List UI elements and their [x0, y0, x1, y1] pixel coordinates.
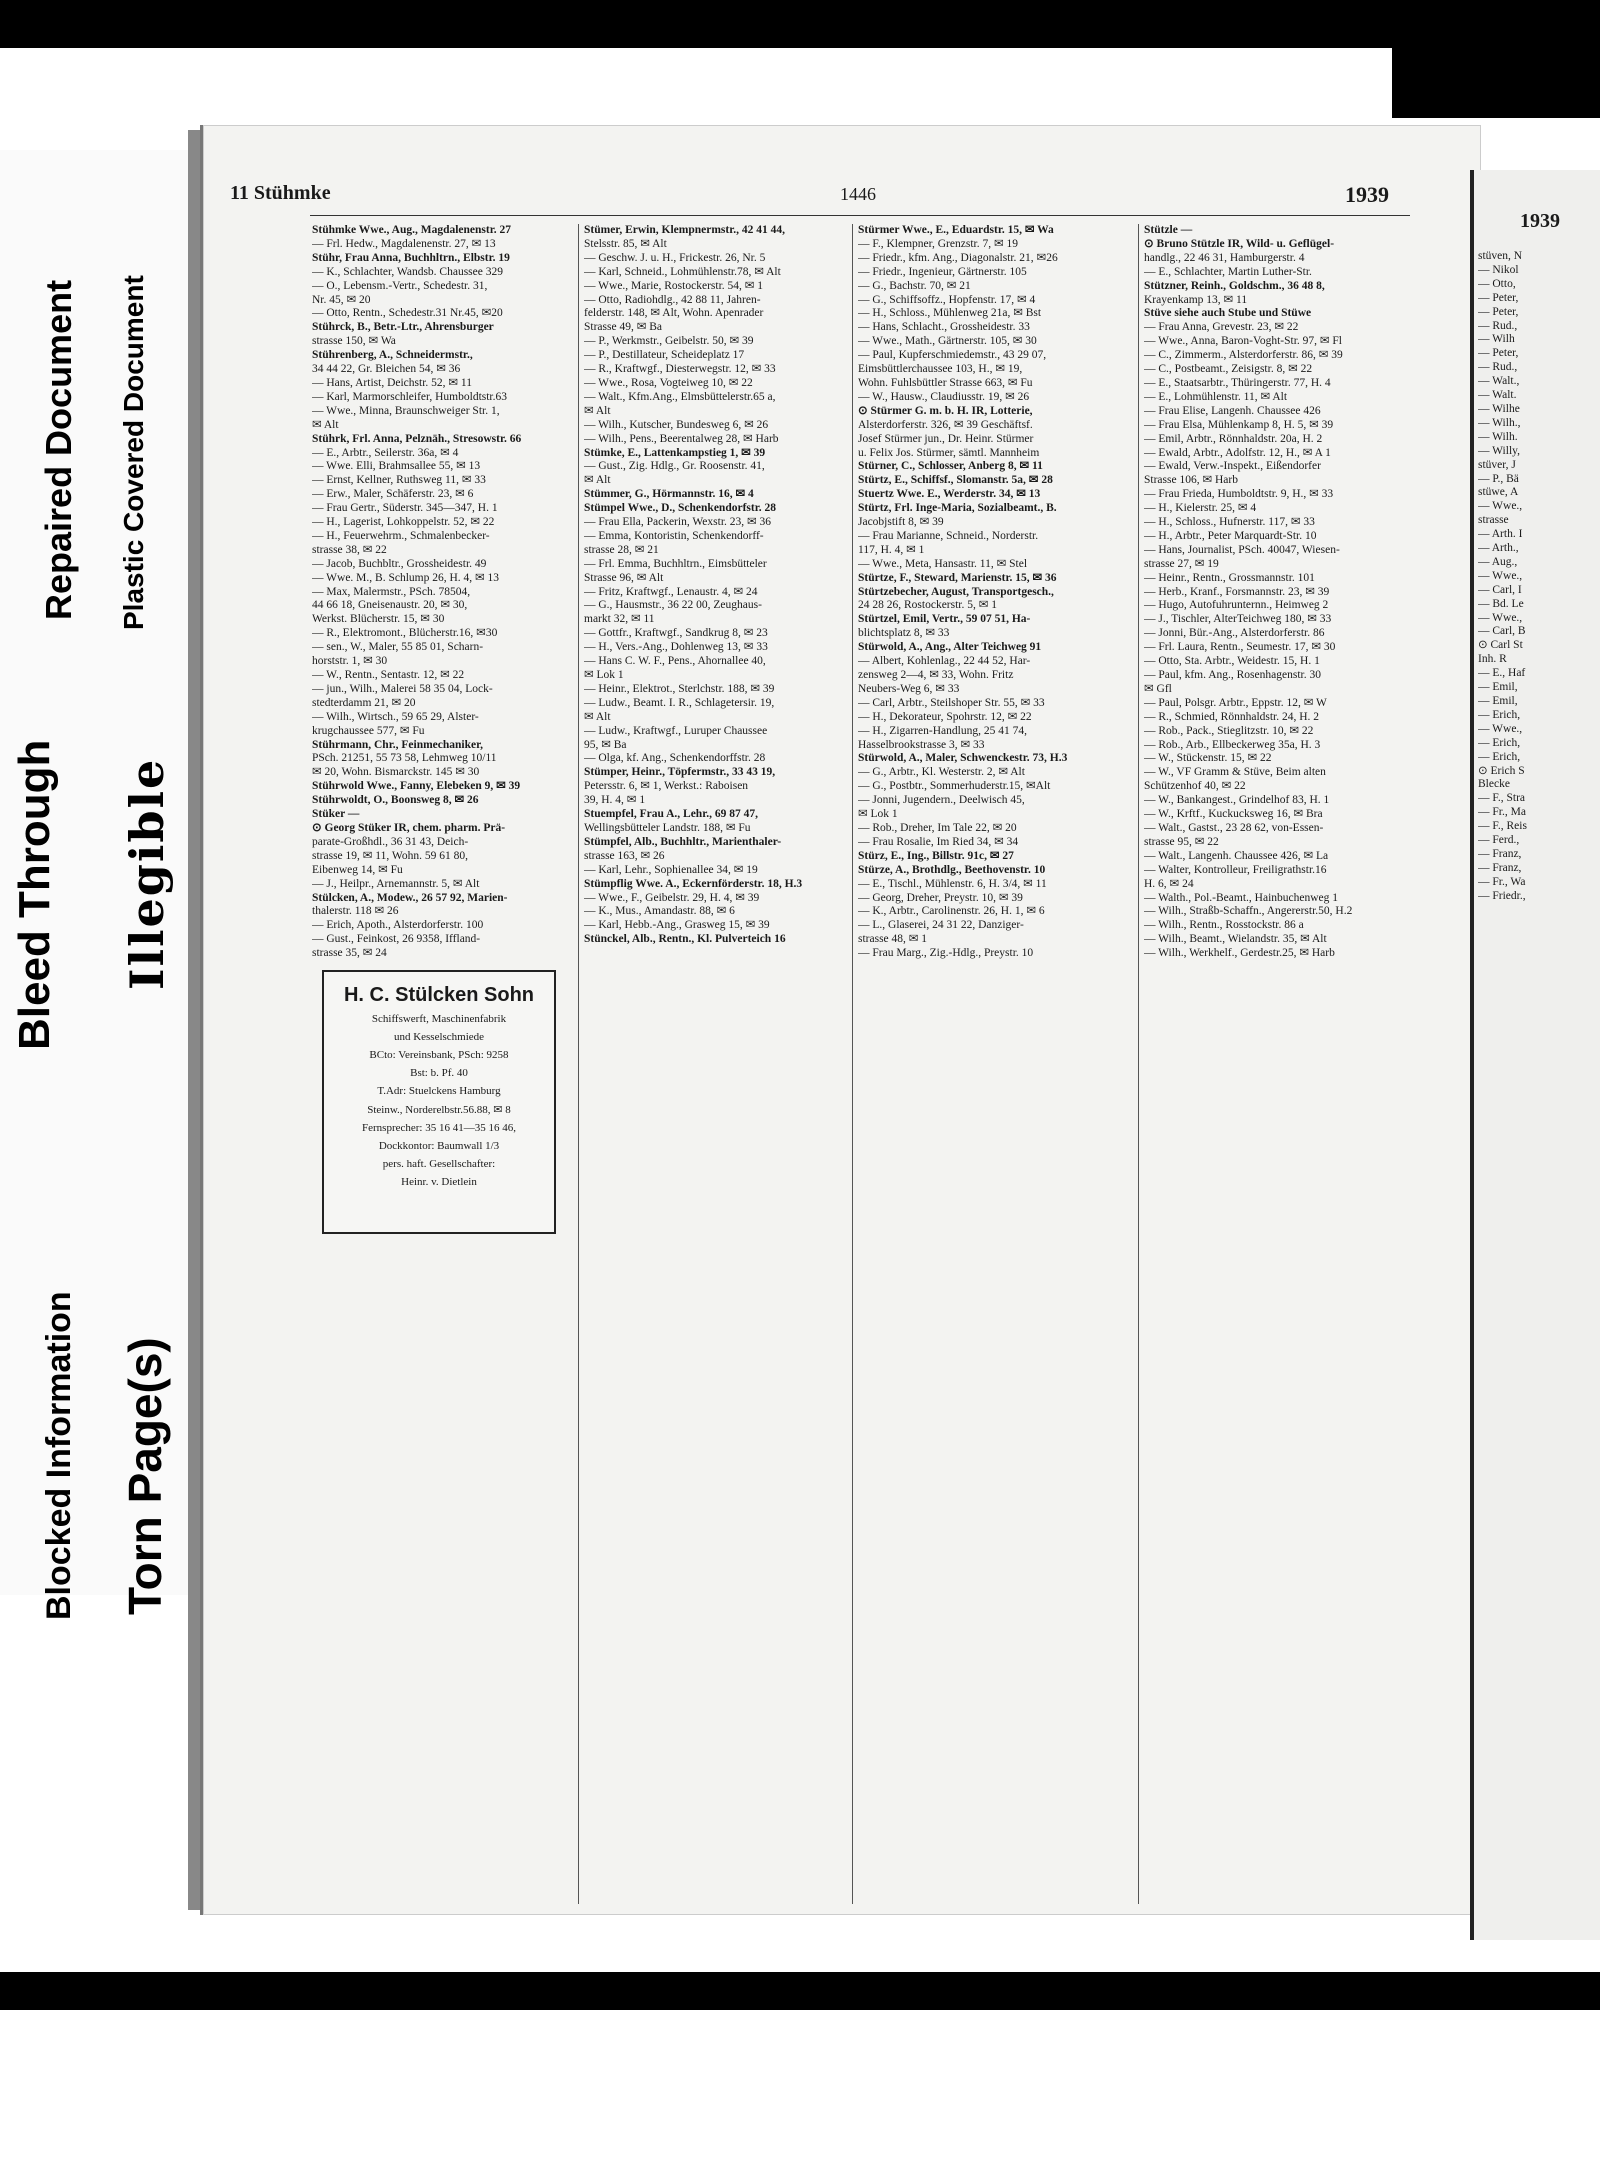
directory-entry-line: Stürmer Wwe., E., Eduardstr. 15, ✉ Wa	[858, 224, 1054, 236]
directory-entry-line: 34 44 22, Gr. Bleichen 54, ✉ 36	[312, 363, 461, 376]
directory-entry-line: felderstr. 148, ✉ Alt, Wohn. Apenrader	[584, 307, 764, 320]
directory-entry-line: — H., Schloss., Mühlenweg 21a, ✉ Bst	[858, 307, 1042, 320]
directory-entry-line: — E., Schlachter, Martin Luther-Str.	[1144, 265, 1312, 278]
directory-entry-line: u. Felix Jos. Stürmer, sämtl. Mannheim	[858, 446, 1040, 459]
adjacent-entry-line: — Walt.	[1478, 389, 1517, 402]
directory-entry-line: Neubers-Weg 6, ✉ 33	[858, 682, 960, 695]
directory-entry-line: — Walter, Kontrolleur, Freiligrathstr.16	[1144, 863, 1327, 876]
directory-entry-line: ✉ 20, Wohn. Bismarckstr. 145 ✉ 30	[312, 766, 480, 779]
directory-entry-line: Stürz, E., Ing., Billstr. 91c, ✉ 27	[858, 849, 1014, 862]
directory-entry-line: — Frl. Hedw., Magdalenenstr. 27, ✉ 13	[312, 237, 496, 250]
directory-entry-line: Stümpfel, Alb., Buchhltr., Marienthaler-	[584, 835, 782, 848]
directory-entry-line: parate-Großhdl., 36 31 43, Deich-	[312, 835, 469, 848]
directory-entry-line: — Frau Marianne, Schneid., Norderstr.	[858, 529, 1039, 542]
directory-entry-line: PSch. 21251, 55 73 58, Lehmweg 10/11	[312, 752, 497, 765]
directory-entry-line: — Otto, Sta. Arbtr., Weidestr. 15, H. 1	[1144, 655, 1320, 668]
directory-entry-line: Josef Stürmer jun., Dr. Heinr. Stürmer	[858, 432, 1034, 445]
directory-entry-line: — Walt., Kfm.Ang., Elmsbüttelerstr.65 a,	[584, 390, 776, 403]
directory-entry-line: — Fritz, Kraftwgf., Lenaustr. 4, ✉ 24	[584, 585, 758, 598]
directory-entry-line: Stühr, Frau Anna, Buchhltrn., Elbstr. 19	[312, 251, 510, 264]
directory-entry-line: — Wwe., F., Geibelstr. 29, H. 4, ✉ 39	[584, 891, 760, 904]
directory-entry-line: Stuertz Wwe. E., Werderstr. 34, ✉ 13	[858, 488, 1041, 501]
top-right-scan-block	[1392, 48, 1600, 118]
adjacent-entry-line: — Friedr.,	[1478, 889, 1526, 902]
directory-entry-line: ✉ Alt	[584, 474, 611, 487]
directory-entry-line: — R., Elektromont., Blücherstr.16, ✉30	[312, 627, 498, 640]
directory-entry-line: Stürtzel, Emil, Vertr., 59 07 51, Ha-	[858, 613, 1031, 626]
directory-entry-line: — H., Dekorateur, Spohrstr. 12, ✉ 22	[858, 710, 1032, 723]
directory-entry-line: Stürwold, A., Ang., Alter Teichweg 91	[858, 641, 1042, 654]
directory-entry-line: Stürtzebecher, August, Transportgesch.,	[858, 585, 1054, 598]
adjacent-entry-line: — Fr., Wa	[1478, 875, 1526, 888]
directory-entry-line: Stüve siehe auch Stube und Stüwe	[1144, 307, 1312, 320]
directory-entry-line: — J., Heilpr., Arnemannstr. 5, ✉ Alt	[312, 877, 480, 890]
directory-entry-line: — Wwe., Rosa, Vogteiweg 10, ✉ 22	[584, 376, 753, 389]
directory-entry-line: — Wwe., Marie, Rostockerstr. 54, ✉ 1	[584, 279, 764, 292]
directory-entry-line: — sen., W., Maler, 55 85 01, Scharn-	[312, 641, 484, 654]
adjacent-entry-line: — Wilh.	[1478, 430, 1518, 443]
directory-entry-line: — Max, Malermstr., PSch. 78504,	[312, 585, 471, 598]
directory-entry-line: — Hans, Artist, Deichstr. 52, ✉ 11	[312, 376, 472, 389]
directory-entry-line: markt 32, ✉ 11	[584, 613, 655, 626]
directory-entry-line: — G., Postbtr., Sommerhuderstr.15, ✉Alt	[858, 780, 1051, 793]
adjacent-entry-line: Blecke	[1478, 778, 1510, 791]
ad-title: H. C. Stülcken Sohn	[343, 984, 535, 1006]
directory-entry-line: — Emil, Arbtr., Rönnhaldstr. 20a, H. 2	[1144, 432, 1323, 445]
directory-entry-line: — Friedr., kfm. Ang., Diagonalstr. 21, ✉26	[858, 251, 1058, 264]
directory-entry-line: — Gust., Zig. Hdlg., Gr. Roosenstr. 41,	[584, 460, 765, 473]
adjacent-entry-line: — Wilhe	[1478, 402, 1520, 415]
adjacent-entry-line: — Rud.,	[1478, 319, 1518, 332]
directory-entry-line: ✉ Lok 1	[858, 808, 898, 821]
directory-entry-line: — Wwe., Anna, Baron-Voght-Str. 97, ✉ Fl	[1144, 335, 1342, 348]
directory-entry-line: — Wwe. M., B. Schlump 26, H. 4, ✉ 13	[312, 571, 500, 584]
directory-entry-line: — H., Schloss., Hufnerstr. 117, ✉ 33	[1144, 516, 1315, 529]
ad-line: Bst: b. Pf. 40	[410, 1067, 468, 1079]
ad-line: pers. haft. Gesellschafter:	[382, 1158, 496, 1170]
directory-entry-line: Stüker —	[312, 808, 360, 821]
directory-entry-line: — Wilh., Wirtsch., 59 65 29, Alster-	[312, 710, 479, 723]
directory-entry-line: — C., Zimmerm., Alsterdorferstr. 86, ✉ 39	[1144, 349, 1343, 362]
adjacent-entry-line: — Peter,	[1478, 347, 1519, 360]
adjacent-entry-line: — Carl, B	[1478, 625, 1526, 638]
directory-entry-line: — G., Arbtr., Kl. Westerstr. 2, ✉ Alt	[858, 766, 1025, 779]
label-illegible: Illegible	[120, 757, 174, 990]
adjacent-entry-line: — Willy,	[1478, 444, 1521, 457]
directory-entry-line: — Olga, kf. Ang., Schenkendorffstr. 28	[584, 752, 766, 765]
page-header	[230, 182, 1400, 212]
directory-entry-line: — E., Staatsarbtr., Thüringerstr. 77, H. 4	[1144, 376, 1331, 389]
directory-entry-line: ⊙ Bruno Stützle IR, Wild- u. Geflügel-	[1144, 237, 1335, 250]
directory-entry-line: Stürwold, A., Maler, Schwenckestr. 73, H.3	[858, 752, 1068, 765]
directory-entry-line: — Frau Anna, Grevestr. 23, ✉ 22	[1144, 321, 1299, 334]
directory-entry-line: — Wilh., Rentn., Rosstockstr. 86 a	[1144, 919, 1304, 932]
directory-entry-line: Stümpel Wwe., D., Schenkendorfstr. 28	[584, 502, 777, 515]
header-rule	[310, 215, 1410, 216]
directory-entry-line: strasse 38, ✉ 22	[312, 543, 387, 556]
directory-entry-line: — Georg, Dreher, Preystr. 10, ✉ 39	[858, 891, 1023, 904]
directory-entry-line: — E., Lohmühlenstr. 11, ✉ Alt	[1144, 390, 1288, 403]
directory-entry-line: ✉ Alt	[584, 404, 611, 417]
directory-entry-line: krugchaussee 577, ✉ Fu	[312, 724, 425, 737]
directory-entry-line: — K., Arbtr., Carolinenstr. 26, H. 1, ✉ 6	[858, 905, 1045, 918]
adjacent-entry-line: stüwe, A	[1478, 486, 1519, 499]
adjacent-entry-line: ⊙ Erich S	[1478, 764, 1525, 777]
directory-entry-line: strasse 95, ✉ 22	[1144, 835, 1219, 848]
label-torn-pages: Torn Page(s)	[119, 1337, 171, 1615]
directory-entry-line: 44 66 18, Gneisenaustr. 20, ✉ 30,	[312, 599, 468, 612]
directory-entry-line: — Frau Frieda, Humboldtstr. 9, H., ✉ 33	[1144, 488, 1334, 501]
directory-entry-line: Stümpflig Wwe. A., Eckernförderstr. 18, H.3	[584, 877, 803, 890]
directory-entry-line: ✉ Lok 1	[584, 669, 624, 681]
directory-entry-line: — L., Glaserei, 24 31 22, Danziger-	[858, 919, 1024, 932]
directory-entry-line: — Jonni, Bür.-Ang., Alsterdorferstr. 86	[1144, 627, 1325, 640]
directory-column-3	[858, 224, 1136, 1904]
adjacent-entry-line: — Aug.,	[1478, 555, 1518, 568]
adjacent-entry-line: — Otto,	[1478, 277, 1516, 290]
directory-entry-line: — Hans, Schlacht., Grossheidestr. 33	[858, 321, 1030, 334]
directory-entry-line: — Otto, Radiohdlg., 42 88 11, Jahren-	[584, 293, 761, 306]
adjacent-entry-line: ⊙ Carl St	[1478, 639, 1523, 652]
directory-entry-line: — G., Hausmstr., 36 22 00, Zeughaus-	[584, 599, 762, 612]
adjacent-entry-line: — F., Stra	[1478, 792, 1525, 805]
directory-entry-line: — W., Krftf., Kuckucksweg 16, ✉ Bra	[1144, 808, 1323, 821]
running-head: 11 Stühmke	[230, 182, 331, 204]
directory-entry-line: 117, H. 4, ✉ 1	[858, 543, 925, 556]
top-scan-border	[0, 0, 1600, 48]
directory-entry-line: — O., Lebensm.-Vertr., Schedestr. 31,	[312, 279, 488, 292]
directory-entry-line: Stürze, A., Brothdlg., Beethovenstr. 10	[858, 863, 1046, 876]
directory-entry-line: — Paul, Kupferschmiedemstr., 43 29 07,	[858, 349, 1047, 362]
directory-entry-line: — H., Arbtr., Peter Marquardt-Str. 10	[1144, 529, 1317, 542]
directory-entry-line: — W., Hausw., Claudiusstr. 19, ✉ 26	[858, 390, 1030, 403]
directory-entry-line: — jun., Wilh., Malerei 58 35 04, Lock-	[312, 682, 493, 695]
directory-entry-line: strasse 28, ✉ 21	[584, 543, 659, 556]
directory-entry-line: — Frau Rosalie, Im Ried 34, ✉ 34	[858, 835, 1019, 848]
directory-entry-line: — Friedr., Ingenieur, Gärtnerstr. 105	[858, 265, 1027, 278]
directory-entry-line: — Frau Ella, Packerin, Wexstr. 23, ✉ 36	[584, 516, 772, 529]
directory-entry-line: Stührk, Frl. Anna, Pelznäh., Stresowstr. 66	[312, 432, 522, 445]
adjacent-entry-line: — F., Reis	[1478, 820, 1527, 833]
directory-entry-line: — H., Feuerwehrm., Schmalenbecker-	[312, 529, 490, 542]
directory-entry-line: Stützner, Reinh., Goldschm., 36 48 8,	[1144, 279, 1325, 292]
ad-line: Schiffswerft, Maschinenfabrik	[371, 1013, 507, 1025]
adjacent-entry-line: — P., Bä	[1478, 472, 1519, 485]
ad-line: T.Adr: Stuelckens Hamburg	[377, 1085, 501, 1097]
adjacent-entry-line: — Wwe.,	[1478, 722, 1523, 735]
directory-entry-line: strasse 27, ✉ 19	[1144, 557, 1219, 570]
directory-entry-line: — Frau Elsa, Mühlenkamp 8, H. 5, ✉ 39	[1144, 418, 1334, 431]
ad-line: BCto: Vereinsbank, PSch: 9258	[369, 1049, 509, 1061]
directory-entry-line: Stührwoldt, O., Boonsweg 8, ✉ 26	[312, 794, 479, 807]
directory-entry-line: Stümmer, G., Hörmannstr. 16, ✉ 4	[584, 488, 754, 501]
directory-entry-line: stedterdamm 21, ✉ 20	[312, 696, 416, 709]
label-plastic-covered-document: Plastic Covered Document	[118, 275, 149, 630]
directory-entry-line: Stünckel, Alb., Rentn., Kl. Pulverteich 16	[584, 933, 786, 946]
directory-entry-line: — Wwe., Math., Gärtnerstr. 105, ✉ 30	[858, 335, 1037, 348]
directory-entry-line: strasse 150, ✉ Wa	[312, 335, 396, 348]
directory-entry-line: — Paul, Polsgr. Arbtr., Eppstr. 12, ✉ W	[1144, 696, 1327, 709]
advertisement-box	[322, 970, 556, 1234]
directory-entry-line: Stühmke Wwe., Aug., Magdalenenstr. 27	[312, 224, 512, 236]
directory-entry-line: ⊙ Georg Stüker IR, chem. pharm. Prä-	[312, 821, 506, 834]
directory-entry-line: — Karl, Schneid., Lohmühlenstr.78, ✉ Alt	[584, 265, 781, 278]
directory-entry-line: — Gottfr., Kraftwgf., Sandkrug 8, ✉ 23	[584, 627, 768, 640]
directory-entry-line: ✉ Alt	[584, 710, 611, 723]
directory-entry-line: — Erw., Maler, Schäferstr. 23, ✉ 6	[312, 488, 474, 501]
directory-entry-line: — C., Postbeamt., Zeisigstr. 8, ✉ 22	[1144, 363, 1313, 376]
adjacent-entry-line: stüven, N	[1478, 250, 1523, 262]
directory-entry-line: — Hans C. W. F., Pens., Ahornallee 40,	[584, 655, 766, 668]
bottom-scan-border	[0, 1972, 1600, 2010]
directory-entry-line: — Geschw. J. u. H., Frickestr. 26, Nr. 5	[584, 251, 766, 264]
ad-line: Steinw., Norderelbstr.56.88, ✉ 8	[367, 1104, 511, 1116]
directory-entry-line: — Wilh., Pens., Beerentalweg 28, ✉ Harb	[584, 432, 779, 445]
directory-entry-line: — R., Schmied, Rönnhaldstr. 24, H. 2	[1144, 710, 1320, 723]
directory-entry-line: Hasselbrookstrasse 3, ✉ 33	[858, 738, 985, 751]
directory-entry-line: — P., Werkmstr., Geibelstr. 50, ✉ 39	[584, 335, 754, 348]
column-divider	[852, 224, 853, 1904]
directory-entry-line: — J., Tischler, AlterTeichweg 180, ✉ 33	[1144, 613, 1332, 626]
directory-entry-line: — Herb., Kranf., Forsmannstr. 23, ✉ 39	[1144, 585, 1330, 598]
adjacent-entry-line: — Erich,	[1478, 736, 1521, 749]
directory-entry-line: Stümke, E., Lattenkampstieg 1, ✉ 39	[584, 446, 766, 459]
adjacent-entry-line: — Ferd.,	[1478, 834, 1520, 847]
directory-entry-line: strasse 19, ✉ 11, Wohn. 59 61 80,	[312, 849, 468, 862]
directory-entry-line: Stürtze, F., Steward, Marienstr. 15, ✉ 36	[858, 571, 1057, 584]
next-page-year: 1939	[1520, 210, 1560, 232]
adjacent-entry-line: stüver, J	[1478, 458, 1516, 471]
adjacent-entry-line: Inh. R	[1478, 653, 1507, 666]
directory-entry-line: — Hans, Journalist, PSch. 40047, Wiesen-	[1144, 543, 1340, 556]
directory-entry-line: Stützle —	[1144, 224, 1193, 236]
directory-entry-line: — Wilh., Kutscher, Bundesweg 6, ✉ 26	[584, 418, 769, 431]
directory-entry-line: Wellingsbütteler Landstr. 188, ✉ Fu	[584, 821, 751, 834]
directory-entry-line: — Wwe. Elli, Brahmsallee 55, ✉ 13	[312, 460, 481, 473]
directory-entry-line: horststr. 1, ✉ 30	[312, 655, 388, 668]
directory-entry-line: 39, H. 4, ✉ 1	[584, 794, 646, 807]
directory-entry-line: — W., Bankangest., Grindelhof 83, H. 1	[1144, 794, 1330, 807]
directory-entry-line: ⊙ Stürmer G. m. b. H. IR, Lotterie,	[858, 404, 1033, 417]
label-bleed-through: Bleed Through	[10, 739, 59, 1050]
directory-entry-line: — Rob., Dreher, Im Tale 22, ✉ 20	[858, 821, 1017, 834]
directory-entry-line: — Karl, Marmorschleifer, Humboldtstr.63	[312, 390, 508, 403]
directory-entry-line: — Heinr., Rentn., Grossmannstr. 101	[1144, 571, 1315, 584]
directory-entry-line: — Wwe., Meta, Hansastr. 11, ✉ Stel	[858, 557, 1028, 570]
directory-column-4	[1144, 224, 1422, 1904]
directory-entry-line: — Frau Marg., Zig.-Hdlg., Preystr. 10	[858, 947, 1034, 960]
directory-entry-line: — Ewald, Verw.-Inspekt., Eißendorfer	[1144, 460, 1321, 473]
adjacent-entry-line: — Walt.,	[1478, 375, 1520, 388]
directory-entry-line: — Wilh., Straßb-Schaffn., Angererstr.50, H.2	[1144, 905, 1353, 918]
directory-entry-line: Stührwold Wwe., Fanny, Elebeken 9, ✉ 39	[312, 780, 521, 793]
directory-entry-line: — Erich, Apoth., Alsterdorferstr. 100	[312, 919, 484, 932]
directory-entry-line: 95, ✉ Ba	[584, 738, 627, 751]
directory-entry-line: handlg., 22 46 31, Hamburgerstr. 4	[1144, 251, 1305, 264]
adjacent-entry-line: — Wilh.,	[1478, 416, 1521, 429]
directory-entry-line: Stührmann, Chr., Feinmechaniker,	[312, 738, 484, 751]
directory-entry-line: strasse 48, ✉ 1	[858, 933, 928, 946]
directory-entry-line: Stülcken, A., Modew., 26 57 92, Marien-	[312, 891, 508, 904]
directory-entry-line: — H., Vers.-Ang., Dohlenweg 13, ✉ 33	[584, 641, 768, 654]
directory-entry-line: — K., Mus., Amandastr. 88, ✉ 6	[584, 905, 735, 918]
ad-line: und Kesselschmiede	[393, 1031, 485, 1043]
directory-entry-line: Strasse 106, ✉ Harb	[1144, 474, 1238, 487]
directory-entry-line: — Heinr., Elektrot., Sterlchstr. 188, ✉ 39	[584, 682, 775, 695]
directory-entry-line: Strasse 49, ✉ Ba	[584, 321, 662, 334]
directory-entry-line: — G., Schiffsoffz., Hopfenstr. 17, ✉ 4	[858, 293, 1036, 306]
directory-entry-line: — F., Klempner, Grenzstr. 7, ✉ 19	[858, 237, 1018, 250]
directory-entry-line: — Jonni, Jugendern., Deelwisch 45,	[858, 794, 1025, 807]
directory-entry-line: Stümer, Erwin, Klempnermstr., 42 41 44,	[584, 224, 786, 236]
directory-entry-line: — Hugo, Autofuhrunternn., Heimweg 2	[1144, 599, 1329, 612]
directory-entry-line: — H., Lagerist, Lohkoppelstr. 52, ✉ 22	[312, 516, 495, 529]
adjacent-entry-line: — Franz,	[1478, 861, 1522, 874]
directory-entry-line: ✉ Gfl	[1144, 682, 1172, 695]
ad-line: Fernsprecher: 35 16 41—35 16 46,	[362, 1122, 516, 1134]
directory-entry-line: Stuempfel, Frau A., Lehr., 69 87 47,	[584, 808, 758, 821]
adjacent-entry-line: — Rud.,	[1478, 361, 1518, 374]
directory-entry-line: — Carl, Arbtr., Steilshoper Str. 55, ✉ 33	[858, 696, 1045, 709]
directory-entry-line: Schützenhof 40, ✉ 22	[1144, 780, 1246, 793]
ad-lines	[324, 1013, 554, 1188]
directory-entry-line: — Albert, Kohlenlag., 22 44 52, Har-	[858, 655, 1031, 668]
adjacent-entry-line: — Erich,	[1478, 750, 1521, 763]
directory-entry-line: Alsterdorferstr. 326, ✉ 39 Geschäftsf.	[858, 418, 1033, 431]
directory-entry-line: strasse 163, ✉ 26	[584, 849, 665, 862]
adjacent-entry-line: strasse	[1478, 514, 1509, 527]
directory-entry-line: — Emma, Kontoristin, Schenkendorff-	[584, 529, 764, 542]
directory-entry-line: Stürner, C., Schlosser, Anberg 8, ✉ 11	[858, 460, 1043, 473]
directory-entry-line: — Jacob, Buchbltr., Grossheidestr. 49	[312, 557, 487, 570]
adjacent-entry-line: — Arth.,	[1478, 542, 1519, 555]
label-repaired-document: Repaired Document	[38, 279, 79, 620]
directory-entry-line: thalerstr. 118 ✉ 26	[312, 905, 399, 918]
adjacent-entry-line: — Franz,	[1478, 847, 1522, 860]
adjacent-entry-line: — Wwe.,	[1478, 611, 1523, 624]
directory-entry-line: — E., Arbtr., Seilerstr. 36a, ✉ 4	[312, 446, 459, 459]
directory-entry-line: — Karl, Lehr., Sophienallee 34, ✉ 19	[584, 863, 758, 876]
directory-entry-line: — Karl, Hebb.-Ang., Grasweg 15, ✉ 39	[584, 919, 770, 932]
directory-entry-line: — Frau Elise, Langenh. Chaussee 426	[1144, 404, 1321, 417]
directory-entry-line: Jacobjstift 8, ✉ 39	[858, 516, 944, 529]
directory-entry-line: — Wilh., Werkhelf., Gerdestr.25, ✉ Harb	[1144, 947, 1335, 960]
adjacent-entry-line: — Bd. Le	[1478, 597, 1524, 610]
adjacent-entry-line: — Emil,	[1478, 695, 1518, 707]
directory-entry-line: — Walth., Pol.-Beamt., Hainbuchenweg 1	[1144, 891, 1339, 904]
adjacent-entry-line: — Erich,	[1478, 708, 1521, 721]
directory-entry-line: Werkst. Blücherstr. 15, ✉ 30	[312, 613, 445, 626]
directory-entry-line: strasse 35, ✉ 24	[312, 947, 387, 960]
directory-entry-line: — Wwe., Minna, Braunschweiger Str. 1,	[312, 404, 500, 417]
adjacent-entry-line: — Fr., Ma	[1478, 806, 1526, 819]
directory-entry-line: Stührenberg, A., Schneidermstr.,	[312, 349, 473, 362]
adjacent-entry-line: — Nikol	[1478, 263, 1519, 276]
directory-entry-line: — E., Tischl., Mühlenstr. 6, H. 3/4, ✉ 11	[858, 877, 1047, 890]
directory-entry-line: — W., Rentn., Sentastr. 12, ✉ 22	[312, 669, 465, 681]
directory-entry-line: — Rob., Pack., Stieglitzstr. 10, ✉ 22	[1144, 724, 1314, 737]
label-blocked-information: Blocked Information	[40, 1291, 78, 1620]
directory-entry-line: — Ewald, Arbtr., Adolfstr. 12, H., ✉ A 1	[1144, 446, 1331, 459]
directory-entry-line: — R., Kraftwgf., Diesterwegstr. 12, ✉ 33	[584, 363, 776, 376]
ad-line: Heinr. v. Dietlein	[401, 1176, 477, 1188]
directory-entry-line: ✉ Alt	[312, 418, 339, 431]
directory-entry-line: Krayenkamp 13, ✉ 11	[1144, 293, 1248, 306]
adjacent-entry-line: — Wwe.,	[1478, 569, 1523, 582]
directory-entry-line: H. 6, ✉ 24	[1144, 877, 1194, 890]
adjacent-entry-line: — Emil,	[1478, 681, 1518, 694]
directory-entry-line: — Ludw., Beamt. I. R., Schlagetersir. 19,	[584, 696, 775, 709]
directory-entry-line: zensweg 2—4, ✉ 33, Wohn. Fritz	[858, 669, 1014, 681]
adjacent-entry-line: — Carl, I	[1478, 583, 1522, 596]
directory-entry-line: — Walt., Langenh. Chaussee 426, ✉ La	[1144, 849, 1329, 862]
directory-entry-line: Eibenweg 14, ✉ Fu	[312, 863, 403, 876]
directory-entry-line: — Walt., Gastst., 23 28 62, von-Essen-	[1144, 821, 1324, 834]
directory-entry-line: — W., VF Gramm & Stüve, Beim alten	[1144, 766, 1326, 779]
directory-entry-line: — Wilh., Beamt., Wielandstr. 35, ✉ Alt	[1144, 933, 1327, 946]
directory-entry-line: — H., Zigarren-Handlung, 25 41 74,	[858, 724, 1027, 737]
directory-entry-line: — K., Schlachter, Wandsb. Chaussee 329	[312, 265, 503, 278]
directory-entry-line: — G., Bachstr. 70, ✉ 21	[858, 279, 971, 292]
column-divider	[578, 224, 579, 1904]
directory-entry-line: Stürtz, Frl. Inge-Maria, Sozialbeamt., B.	[858, 502, 1057, 515]
directory-entry-line: — Frau Gertr., Süderstr. 345—347, H. 1	[312, 502, 498, 515]
year-label: 1939	[1345, 182, 1389, 207]
adjacent-entry-line: — Wilh	[1478, 333, 1515, 346]
adjacent-entry-line: — Peter,	[1478, 291, 1519, 304]
directory-entry-line: — Gust., Feinkost, 26 9358, Iffland-	[312, 933, 481, 946]
adjacent-entry-line: — Wwe.,	[1478, 500, 1523, 513]
directory-entry-line: Eimsbüttlerchaussee 103, H., ✉ 19,	[858, 363, 1023, 376]
directory-entry-line: — Frl. Laura, Rentn., Seumestr. 17, ✉ 30	[1144, 641, 1336, 654]
adjacent-page-column	[1478, 250, 1596, 1900]
directory-entry-line: Stelsstr. 85, ✉ Alt	[584, 237, 667, 250]
adjacent-entry-line: — E., Haf	[1478, 667, 1526, 680]
directory-entry-line: blichtsplatz 8, ✉ 33	[858, 627, 950, 640]
directory-entry-line: — P., Destillateur, Scheideplatz 17	[584, 349, 745, 362]
directory-entry-line: — Paul, kfm. Ang., Rosenhagenstr. 30	[1144, 669, 1321, 681]
directory-column-2	[584, 224, 862, 1904]
directory-entry-line: Petersstr. 6, ✉ 1, Werkst.: Raboisen	[584, 780, 749, 793]
column-divider	[1138, 224, 1139, 1904]
adjacent-entry-line: — Peter,	[1478, 305, 1519, 318]
adjacent-entry-line: — Arth. I	[1478, 528, 1523, 541]
directory-entry-line: — W., Stückenstr. 15, ✉ 22	[1144, 752, 1272, 765]
directory-entry-line: 24 28 26, Rostockerstr. 5, ✉ 1	[858, 599, 998, 612]
directory-entry-line: Stührck, B., Betr.-Ltr., Ahrensburger	[312, 321, 494, 334]
directory-entry-line: — Otto, Rentn., Schedestr.31 Nr.45, ✉20	[312, 307, 503, 320]
directory-entry-line: Strasse 96, ✉ Alt	[584, 571, 664, 584]
directory-entry-line: — Ludw., Kraftwgf., Luruper Chaussee	[584, 724, 768, 737]
directory-entry-line: Wohn. Fuhlsbüttler Strasse 663, ✉ Fu	[858, 376, 1033, 389]
page-number: 1446	[840, 184, 876, 204]
directory-entry-line: Nr. 45, ✉ 20	[312, 293, 371, 306]
ad-line: Dockkontor: Baumwall 1/3	[378, 1140, 500, 1152]
directory-entry-line: — Frl. Emma, Buchhltrn., Eimsbütteler	[584, 557, 767, 570]
directory-entry-line: — H., Kielerstr. 25, ✉ 4	[1144, 502, 1257, 515]
directory-entry-line: Stümper, Heinr., Töpfermstr., 33 43 19,	[584, 766, 776, 779]
directory-entry-line: — Rob., Arb., Ellbeckerweg 35a, H. 3	[1144, 738, 1321, 751]
directory-entry-line: Stürtz, E., Schiffsf., Slomanstr. 5a, ✉ 28	[858, 474, 1053, 487]
directory-entry-line: — Ernst, Kellner, Ruthsweg 11, ✉ 33	[312, 474, 486, 487]
